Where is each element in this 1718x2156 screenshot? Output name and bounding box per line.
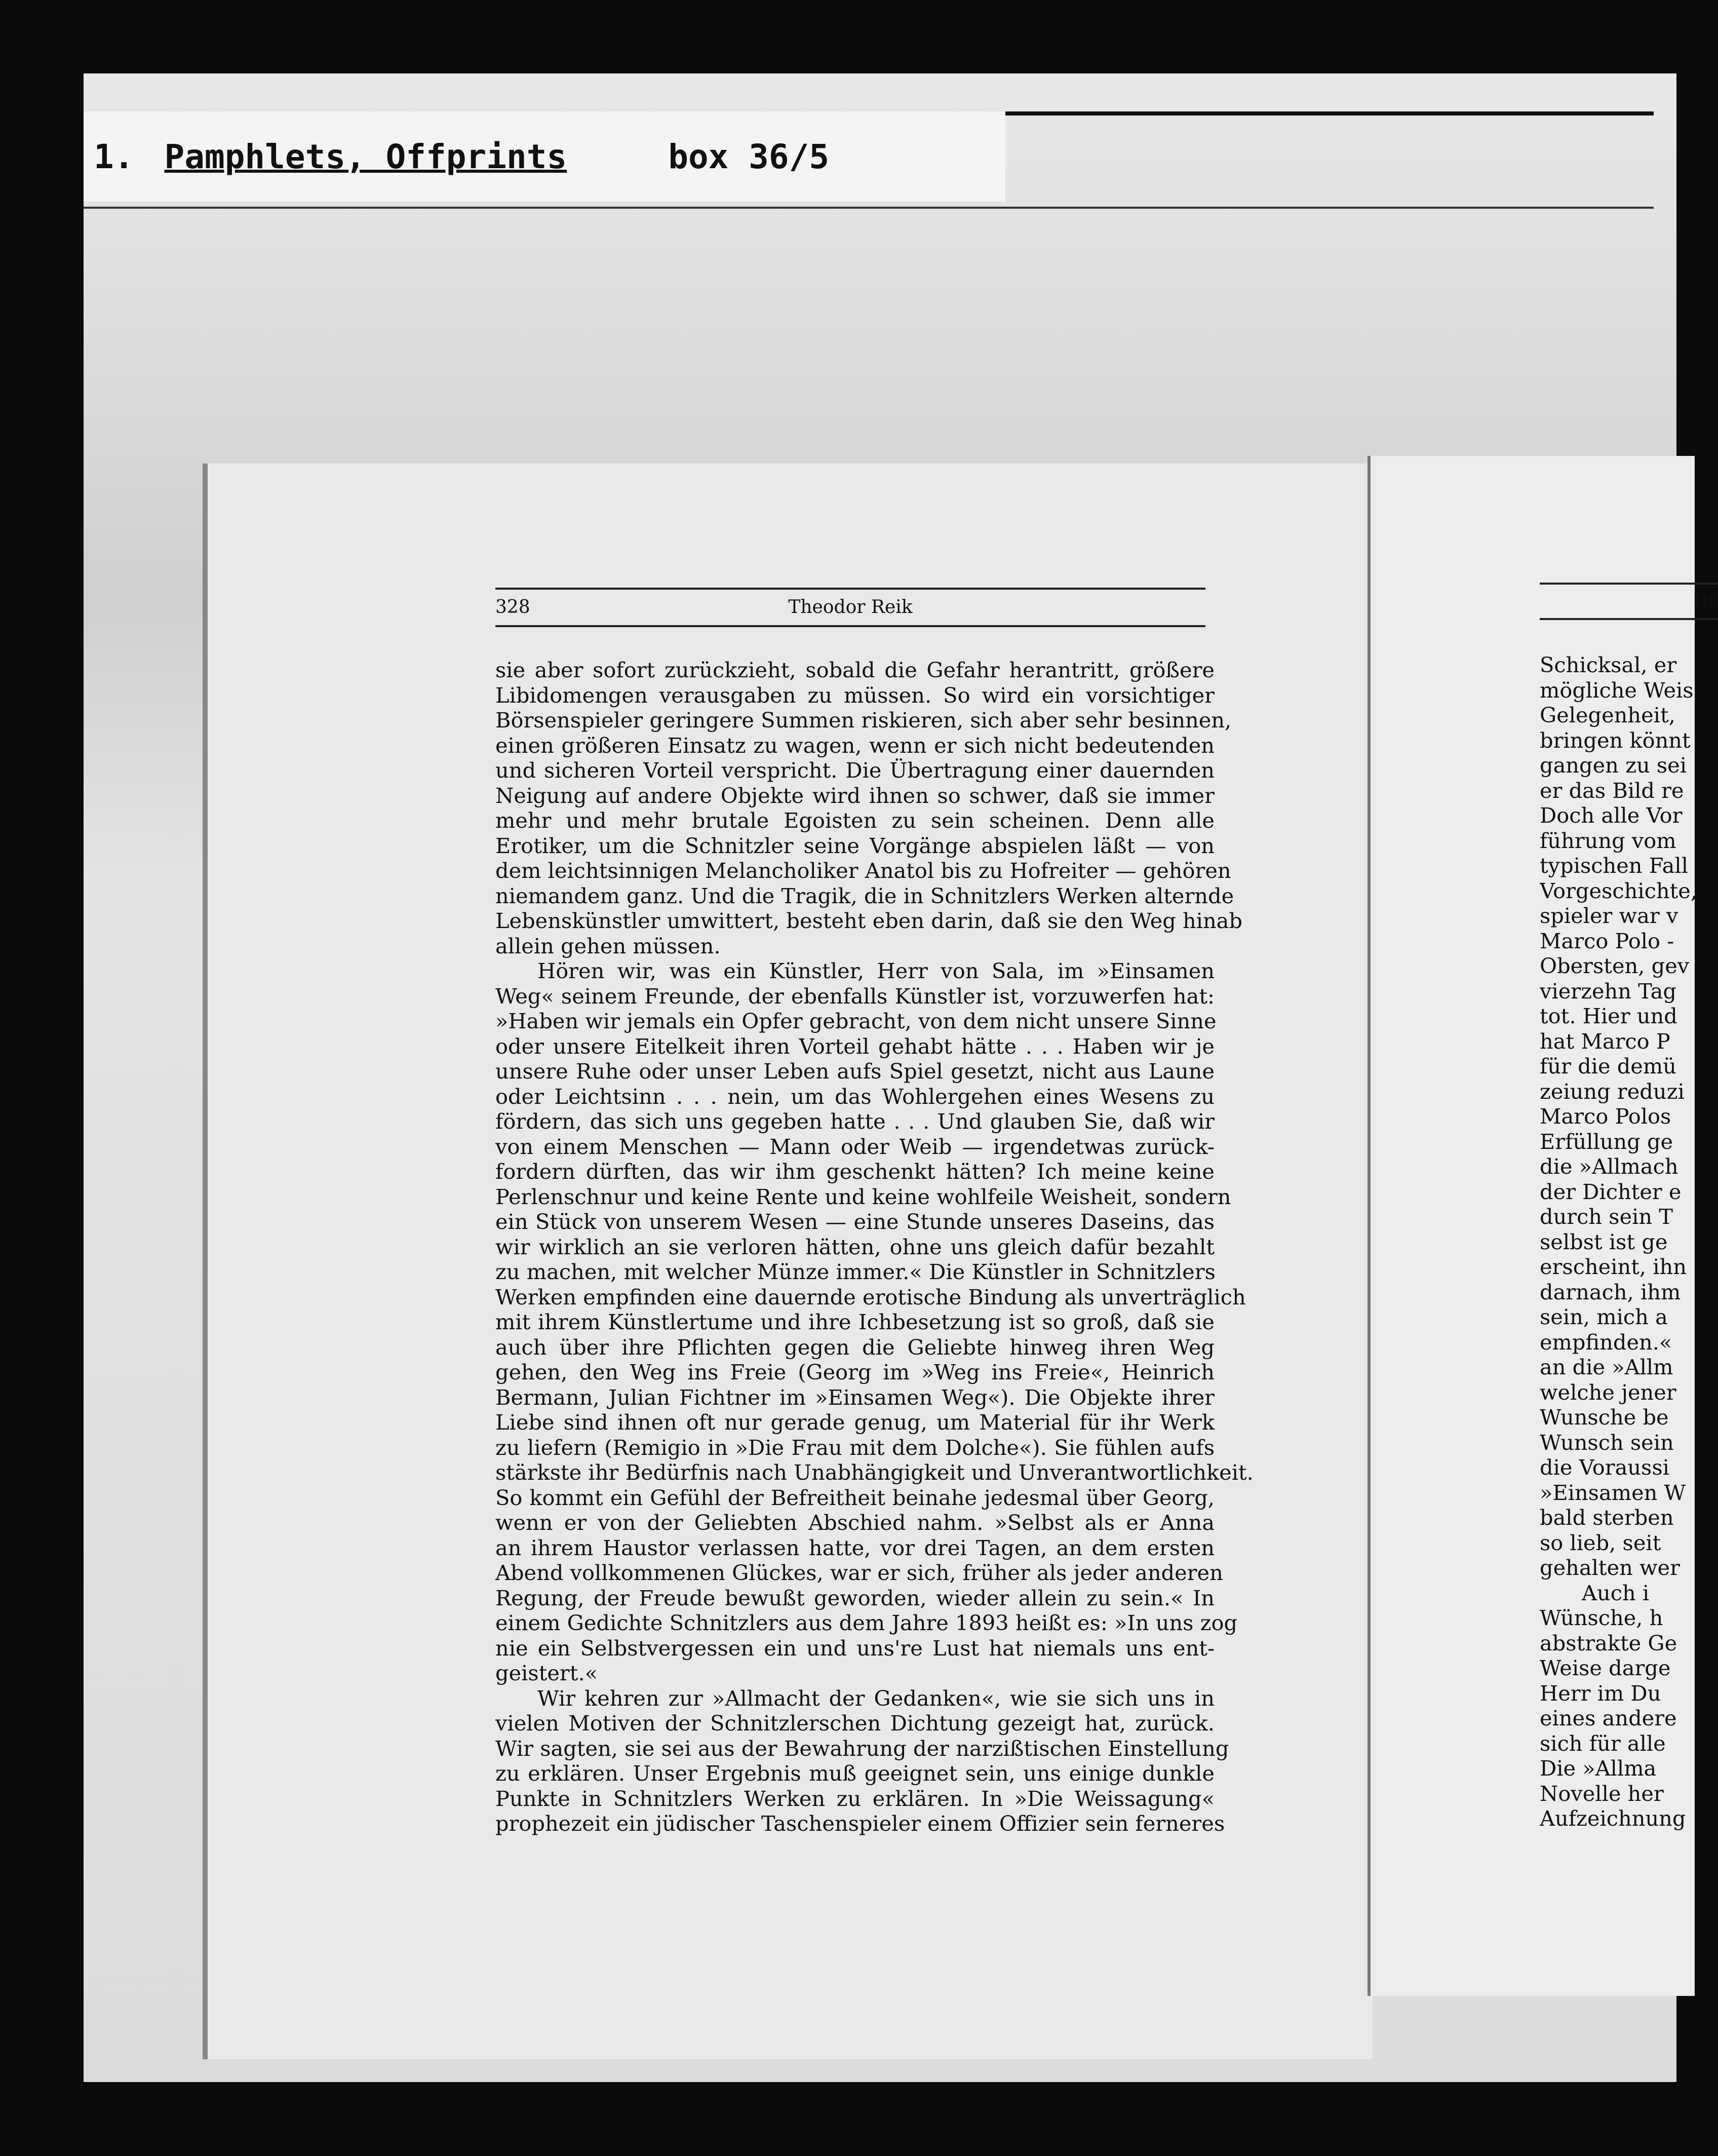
text-line: fördern, das sich uns gegeben hatte . . . Und glauben Sie, daß wir: [495, 1109, 1215, 1134]
text-line: hat Marco P: [1540, 1028, 1670, 1054]
text-line: Neigung auf andere Objekte wird ihnen so schwer, daß sie immer: [495, 783, 1215, 808]
text-line: Wunsche be: [1540, 1405, 1669, 1430]
text-line: Auch i: [1540, 1580, 1650, 1605]
text-line: Weg« seinem Freunde, der ebenfalls Künstler ist, vorzuwerfen hat:: [495, 983, 1215, 1009]
text-line: stärkste ihr Bedürfnis nach Unabhängigkeit und Unverantwortlichkeit.: [495, 1460, 1254, 1485]
text-line: einem Gedichte Schnitzlers aus dem Jahre 1893 heißt es: »In uns zog: [495, 1610, 1238, 1635]
text-line: Libidomengen verausgaben zu müssen. So wird ein vorsichtiger: [495, 682, 1215, 708]
text-line: abstrakte Ge: [1540, 1630, 1677, 1655]
text-line: Erotiker, um die Schnitzler seine Vorgänge abspielen läßt — von: [495, 833, 1215, 858]
text-line: niemandem ganz. Und die Tragik, die in Schnitzlers Werken alternde: [495, 883, 1234, 908]
archive-label: [84, 111, 1005, 202]
text-line: ein Stück von unserem Wesen — eine Stunde unseres Daseins, das: [495, 1209, 1215, 1234]
text-line: zu liefern (Remigio in »Die Frau mit dem Dolche«). Sie fühlen aufs: [495, 1435, 1215, 1460]
text-line: gehalten wer: [1540, 1555, 1680, 1580]
text-line: Obersten, gev: [1540, 953, 1690, 978]
text-line: Werken empfinden eine dauernde erotische Bindung als unverträglich: [495, 1284, 1246, 1310]
text-line: zu erklären. Unser Ergebnis muß geeignet sein, uns einige dunkle: [495, 1761, 1215, 1786]
text-line: Marco Polos: [1540, 1104, 1671, 1129]
label-category: Pamphlets, Offprints: [164, 137, 567, 176]
text-line: Lebenskünstler umwittert, besteht eben darin, daß sie den Weg hinab: [495, 908, 1242, 933]
text-line: von einem Menschen — Mann oder Weib — irgendetwas zurück-: [495, 1134, 1215, 1159]
left-page-header: [495, 588, 1205, 627]
text-line: Perlenschnur und keine Rente und keine wohlfeile Weisheit, sondern: [495, 1184, 1231, 1209]
text-line: »Haben wir jemals ein Opfer gebracht, von dem nicht unsere Sinne: [495, 1009, 1217, 1033]
text-line: Novelle her: [1540, 1781, 1664, 1806]
text-line: wenn er von der Geliebten Abschied nahm. »Selbst als er Anna: [495, 1510, 1215, 1535]
text-line: Wünsche, h: [1540, 1605, 1663, 1630]
page-number: 328: [495, 597, 530, 618]
text-line: empfinden.«: [1540, 1329, 1672, 1355]
text-line: durch sein T: [1540, 1204, 1673, 1229]
text-line: tot. Hier und: [1540, 1004, 1677, 1028]
text-line: Die »Allma: [1540, 1756, 1657, 1781]
text-line: bald sterben: [1540, 1505, 1674, 1530]
text-line: oder Leichtsinn . . . nein, um das Wohlergehen eines Wesens zu: [495, 1084, 1215, 1109]
text-line: selbst ist ge: [1540, 1229, 1668, 1254]
text-line: Aufzeichnung: [1540, 1806, 1686, 1831]
text-line: geistert.«: [495, 1661, 598, 1685]
text-line: Doch alle Vor: [1540, 803, 1683, 828]
text-line: fordern dürften, das wir ihm geschenkt hätten? Ich meine keine: [495, 1159, 1215, 1184]
text-line: typischen Fall: [1540, 853, 1688, 878]
text-line: nie ein Selbstvergessen ein und uns're Lust hat niemals uns ent-: [495, 1635, 1215, 1661]
label-box-number: box 36/5: [668, 137, 830, 176]
text-line: sein, mich a: [1540, 1304, 1668, 1329]
text-line: an die »Allm: [1540, 1355, 1673, 1379]
text-line: prophezeit ein jüdischer Taschenspieler einem Offizier sein ferneres: [495, 1811, 1225, 1836]
text-line: gangen zu sei: [1540, 753, 1687, 778]
left-page-body: [495, 658, 1254, 1836]
text-line: welche jener: [1540, 1379, 1676, 1405]
text-line: erscheint, ihn: [1540, 1254, 1687, 1279]
text-line: Erfüllung ge: [1540, 1129, 1673, 1154]
text-line: gehen, den Weg ins Freie (Georg im »Weg ins Freie«, Heinrich: [495, 1360, 1215, 1384]
text-line: Herr im Du: [1540, 1680, 1661, 1706]
text-line: vielen Motiven der Schnitzlerschen Dichtung gezeigt hat, zurück.: [495, 1711, 1215, 1736]
text-line: wir wirklich an sie verloren hätten, ohne uns gleich dafür bezahlt: [495, 1234, 1215, 1259]
text-line: dem leichtsinnigen Melancholiker Anatol bis zu Hofreiter — gehören: [495, 858, 1231, 883]
right-page-header: [1540, 583, 1718, 620]
right-page-body: [1540, 652, 1718, 1831]
text-line: und sicheren Vorteil verspricht. Die Übertragung einer dauernden: [495, 758, 1215, 783]
text-line: der Dichter e: [1540, 1179, 1682, 1204]
text-line: Marco Polo -: [1540, 928, 1674, 953]
text-line: mögliche Weis: [1540, 677, 1694, 703]
text-line: vierzehn Tag: [1540, 978, 1676, 1004]
text-line: Hören wir, was ein Künstler, Herr von Sala, im »Einsamen: [495, 958, 1215, 983]
text-line: zeiung reduzi: [1540, 1079, 1685, 1104]
text-line: eines andere: [1540, 1706, 1677, 1730]
text-line: sie aber sofort zurückzieht, sobald die Gefahr herantritt, größere: [495, 658, 1215, 682]
text-line: So kommt ein Gefühl der Befreitheit beinahe jedesmal über Georg,: [495, 1485, 1215, 1510]
running-title: Theodor Reik: [788, 597, 913, 618]
text-line: mehr und mehr brutale Egoisten zu sein scheinen. Denn alle: [495, 808, 1215, 833]
text-line: unsere Ruhe oder unser Leben aufs Spiel gesetzt, nicht aus Laune: [495, 1059, 1215, 1084]
text-line: Börsenspieler geringere Summen riskieren, sich aber sehr besinnen,: [495, 708, 1232, 733]
text-line: allein gehen müssen.: [495, 933, 721, 958]
text-line: spieler war v: [1540, 903, 1678, 928]
text-line: Gelegenheit,: [1540, 703, 1675, 727]
text-line: Vorgeschichte,: [1540, 878, 1698, 903]
text-line: er das Bild re: [1540, 778, 1684, 803]
text-line: auch über ihre Pflichten gegen die Geliebte hinweg ihren Weg: [495, 1334, 1215, 1360]
text-line: die »Allmach: [1540, 1154, 1678, 1179]
text-line: bringen könnt: [1540, 727, 1691, 753]
text-line: die Voraussi: [1540, 1455, 1669, 1480]
text-line: oder unsere Eitelkeit ihren Vorteil gehabt hätte . . . Haben wir je: [495, 1033, 1215, 1059]
text-line: Schicksal, er: [1540, 652, 1677, 677]
label-number: 1.: [94, 137, 134, 176]
text-line: Regung, der Freude bewußt geworden, wieder allein zu sein.« In: [495, 1585, 1215, 1610]
text-line: einen größeren Einsatz zu wagen, wenn er sich nicht bedeutenden: [495, 733, 1215, 758]
text-line: sich für alle: [1540, 1730, 1666, 1756]
text-line: darnach, ihm: [1540, 1279, 1681, 1304]
text-line: führung vom: [1540, 828, 1676, 853]
text-line: Wir kehren zur »Allmacht der Gedanken«, wie sie sich uns in: [495, 1685, 1215, 1711]
text-line: Punkte in Schnitzlers Werken zu erklären. In »Die Weissagung«: [495, 1786, 1215, 1811]
text-line: Wunsch sein: [1540, 1430, 1674, 1455]
text-line: zu machen, mit welcher Münze immer.« Die Künstler in Schnitzlers: [495, 1259, 1216, 1284]
text-line: Abend vollkommenen Glückes, war er sich, früher als jeder anderen: [495, 1560, 1223, 1585]
text-line: für die demü: [1540, 1054, 1676, 1079]
text-line: Wir sagten, sie sei aus der Bewahrung der narzißtischen Einstellung: [495, 1736, 1229, 1761]
text-line: Bermann, Julian Fichtner im »Einsamen Weg«). Die Objekte ihrer: [495, 1384, 1215, 1410]
text-line: »Einsamen W: [1540, 1480, 1686, 1505]
text-line: Weise darge: [1540, 1655, 1671, 1680]
text-line: an ihrem Haustor verlassen hatte, vor drei Tagen, an dem ersten: [495, 1535, 1215, 1560]
right-running-title: Di: [1693, 591, 1714, 611]
text-line: mit ihrem Künstlertume und ihre Ichbesetzung ist so groß, daß sie: [495, 1310, 1215, 1334]
text-line: Liebe sind ihnen oft nur gerade genug, um Material für ihr Werk: [495, 1410, 1215, 1435]
text-line: so lieb, seit: [1540, 1530, 1661, 1555]
